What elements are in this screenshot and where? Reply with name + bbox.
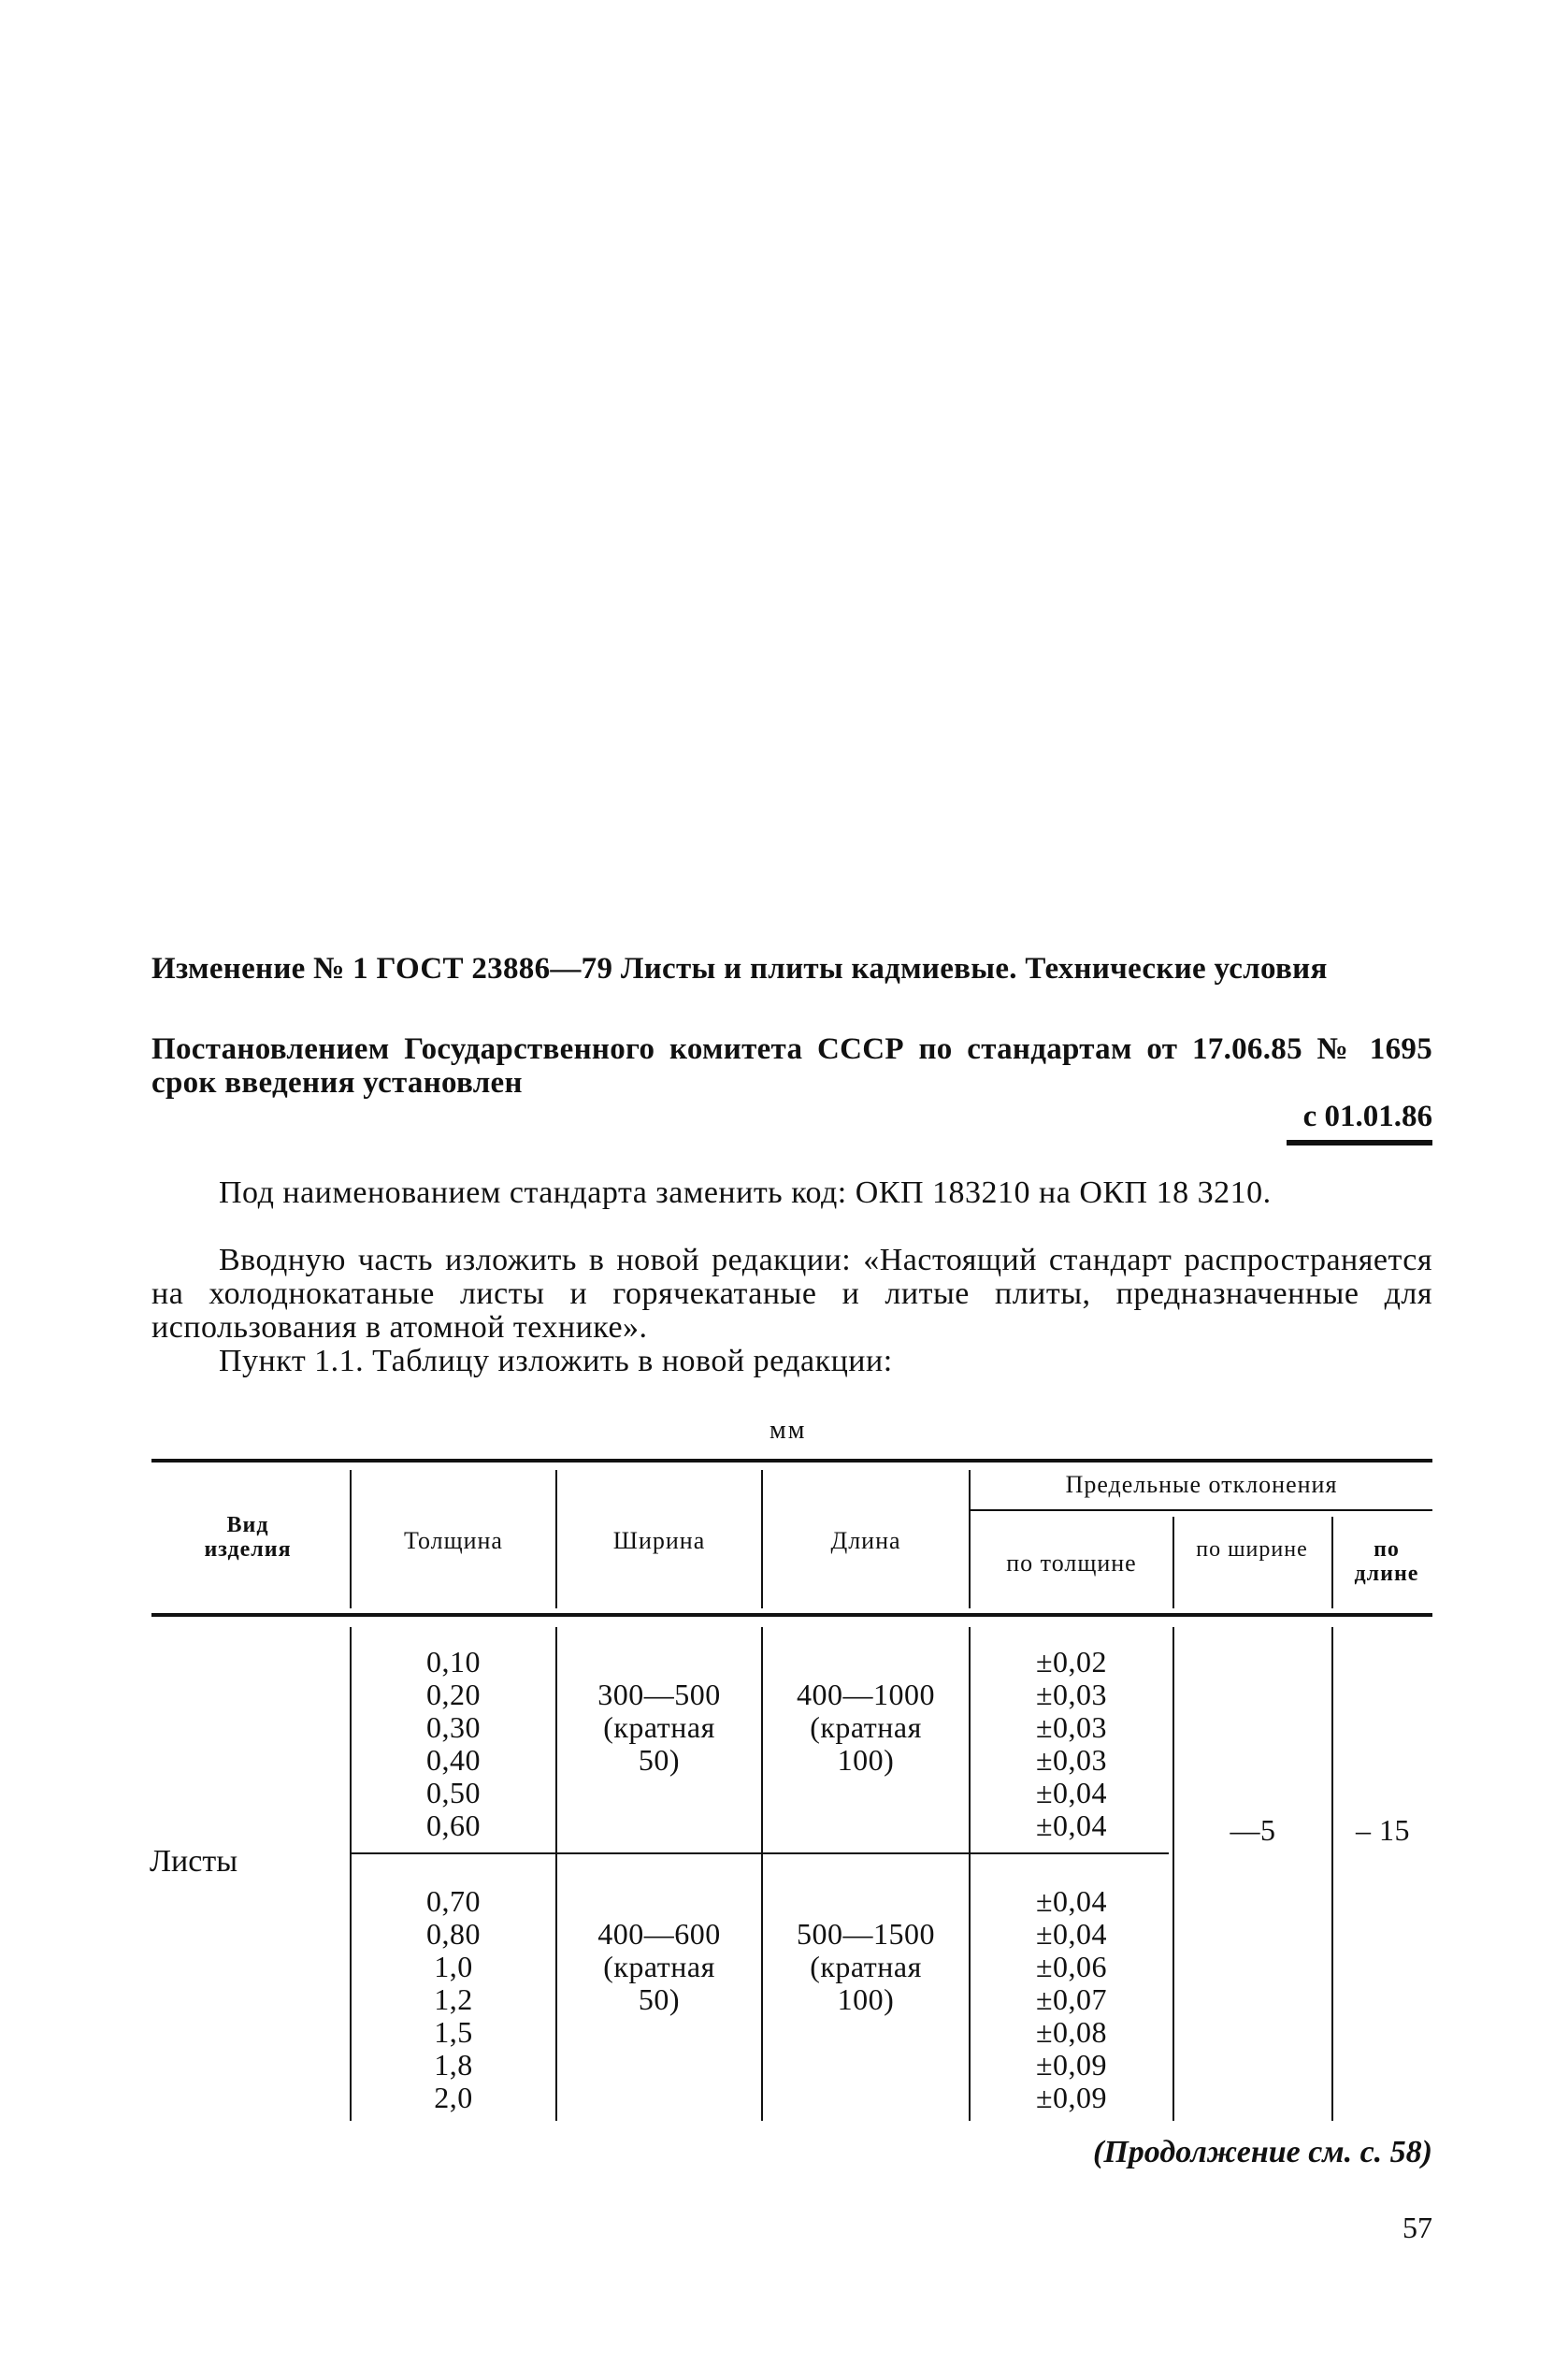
header-width: Ширина: [612, 1527, 706, 1554]
group-separator-rule: [351, 1852, 1169, 1854]
header-col-line: [1172, 1517, 1174, 1608]
dev-width-value: —5: [1230, 1813, 1276, 1847]
header-dev-thickness: по толщине: [1006, 1549, 1137, 1577]
dev-thickness-value: ±0,06: [1035, 1950, 1108, 1983]
dev-thickness-value: ±0,04: [1035, 1917, 1108, 1951]
body-col-line: [761, 1627, 763, 2121]
group1-length: 400—1000 (кратная 100): [797, 1678, 935, 1777]
paragraph-introduction: Вводную часть изложить в новой редакции: «Настоящий стандарт распространяется на холоднокатаные листы и горячекатаные и литые плиты, предназначенные для использования в атомной технике».: [151, 1243, 1432, 1345]
thickness-value: 0,30: [426, 1710, 481, 1744]
header-deviations: Предельные отклонения: [1065, 1471, 1338, 1498]
page-number: 57: [1403, 2211, 1432, 2244]
thickness-value: 0,70: [426, 1884, 481, 1918]
dev-thickness-value: ±0,09: [1035, 2081, 1108, 2114]
dev-thickness-value: ±0,03: [1035, 1678, 1108, 1711]
thickness-value: 1,8: [434, 2048, 473, 2082]
group1-width: 300—500 (кратная 50): [597, 1678, 721, 1777]
thickness-value: 2,0: [434, 2081, 473, 2114]
dev-thickness-value: ±0,04: [1035, 1808, 1108, 1842]
dev-thickness-value: ±0,03: [1035, 1710, 1108, 1744]
group2-thickness-list: [352, 1885, 555, 2114]
dev-thickness-value: ±0,07: [1035, 1982, 1108, 2016]
dev-thickness-value: ±0,08: [1035, 2015, 1108, 2049]
paragraph-table-intro: Пункт 1.1. Таблицу изложить в новой редакции:: [219, 1344, 893, 1378]
continuation-note: (Продолжение см. с. 58): [1093, 2135, 1432, 2169]
dev-thickness-value: ±0,02: [1035, 1645, 1108, 1679]
table-top-rule: [151, 1459, 1432, 1462]
deviation-header-rule: [969, 1509, 1432, 1511]
dev-thickness-value: ±0,04: [1035, 1776, 1108, 1809]
document-title: Изменение № 1 ГОСТ 23886—79 Листы и плиты кадмиевые. Технические условия: [151, 952, 1328, 986]
group1-dev-thickness-list: [971, 1646, 1172, 1842]
body-col-line: [1331, 1627, 1333, 2121]
thickness-value: 0,50: [426, 1776, 481, 1809]
thickness-value: 1,2: [434, 1982, 473, 2016]
dev-thickness-value: ±0,04: [1035, 1884, 1108, 1918]
table-unit: мм: [770, 1416, 807, 1445]
body-col-line: [555, 1627, 557, 2121]
group2-dev-thickness-list: [971, 1885, 1172, 2114]
table-header-rule: [151, 1613, 1432, 1617]
dev-thickness-value: ±0,09: [1035, 2048, 1108, 2082]
header-thickness: Толщина: [404, 1527, 503, 1554]
dev-thickness-value: ±0,03: [1035, 1743, 1108, 1777]
thickness-value: 0,20: [426, 1678, 481, 1711]
paragraph-okp-code: Под наименованием стандарта заменить код: ОКП 183210 на ОКП 18 3210.: [219, 1175, 1272, 1210]
thickness-value: 1,5: [434, 2015, 473, 2049]
header-length: Длина: [830, 1527, 901, 1554]
decree-text: Постановлением Государственного комитета СССР по стандартам от 17.06.85 № 1695 срок введения установлен: [151, 1032, 1432, 1100]
effective-date: с 01.01.86: [1302, 1100, 1432, 1133]
body-col-line: [1172, 1627, 1174, 2121]
thickness-value: 1,0: [434, 1950, 473, 1983]
thickness-value: 0,40: [426, 1743, 481, 1777]
header-dev-length: по длине: [1354, 1537, 1419, 1586]
group2-length: 500—1500 (кратная 100): [797, 1917, 935, 2016]
header-dev-width: по ширине: [1196, 1537, 1308, 1562]
date-underline: [1287, 1140, 1432, 1145]
group2-width: 400—600 (кратная 50): [597, 1917, 721, 2016]
dev-length-value: – 15: [1356, 1813, 1410, 1847]
thickness-value: 0,80: [426, 1917, 481, 1951]
thickness-value: 0,10: [426, 1645, 481, 1679]
header-col-line: [1331, 1517, 1333, 1608]
product-kind: Листы: [150, 1844, 238, 1879]
thickness-value: 0,60: [426, 1808, 481, 1842]
header-kind: Вид изделия: [204, 1513, 292, 1562]
group1-thickness-list: [352, 1646, 555, 1842]
